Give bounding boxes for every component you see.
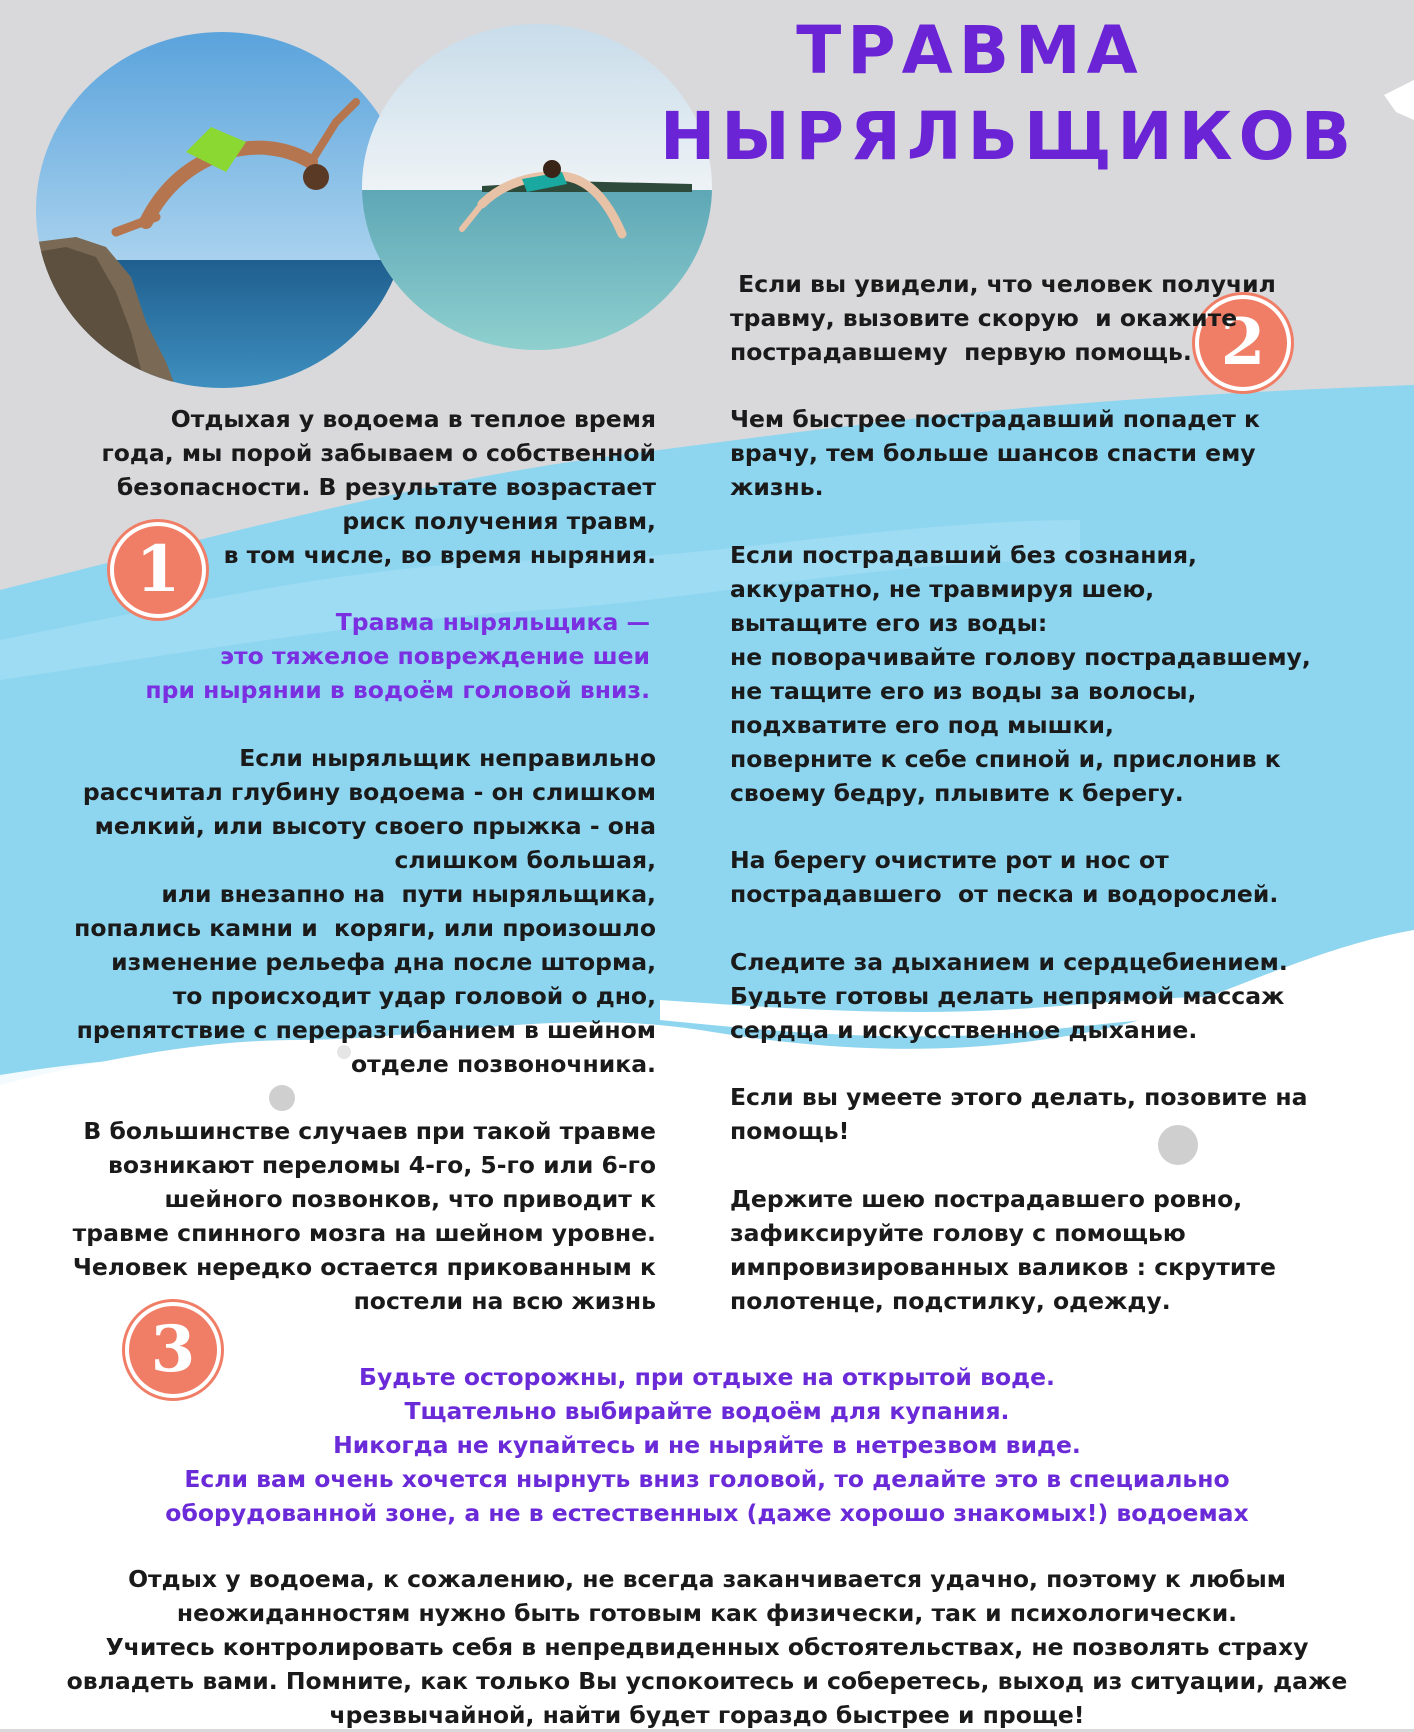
- text-line: пострадавшего от песка и водорослей.: [730, 880, 1279, 908]
- text-line: возникают переломы 4-го, 5-го или 6-го: [108, 1151, 656, 1179]
- badge-1: 1: [110, 522, 206, 618]
- text-line: риск получения травм,: [342, 507, 656, 535]
- badge-2: 2: [1195, 295, 1291, 391]
- page-title: [660, 8, 1358, 180]
- shore-paragraph: [730, 843, 1380, 911]
- unconscious-paragraph: [730, 538, 1400, 810]
- title-line-2: НЫРЯЛЬЩИКОВ: [660, 98, 1358, 175]
- text-line: аккуратно, не травмируя шею,: [730, 575, 1155, 603]
- text-line: попались камни и коряги, или произошло: [74, 914, 656, 942]
- call-ambulance-paragraph: [730, 267, 1380, 369]
- text-line: Тщательно выбирайте водоём для купания.: [404, 1397, 1010, 1425]
- text-line: шейного позвонков, что приводит к: [164, 1185, 656, 1213]
- text-line: подхватите его под мышки,: [730, 711, 1114, 739]
- text-line: неожиданностям нужно быть готовым как физически, так и психологически.: [176, 1599, 1238, 1627]
- text-line: импровизированных валиков : скрутите: [730, 1253, 1276, 1281]
- text-line: слишком большая,: [394, 846, 656, 874]
- text-line: сердца и искусственное дыхание.: [730, 1016, 1198, 1044]
- text-line: Учитесь контролировать себя в непредвиденных обстоятельствах, не позволять страху: [105, 1633, 1309, 1661]
- intro-paragraph: [40, 402, 656, 572]
- consequences-paragraph: [40, 1114, 656, 1318]
- text-line: травму, вызовите скорую и окажите: [730, 304, 1238, 332]
- text-line: Если пострадавший без сознания,: [730, 541, 1197, 569]
- badge-3: 3: [125, 1302, 221, 1398]
- text-line: или внезапно на пути ныряльщика,: [161, 880, 656, 908]
- warnings-block: [40, 1360, 1374, 1530]
- text-line: Человек нередко остается прикованным к: [72, 1253, 656, 1281]
- text-line: Если вы увидели, что человек получил: [730, 270, 1276, 298]
- text-line: Если вам очень хочется нырнуть вниз головой, то делайте это в специально: [184, 1465, 1230, 1493]
- text-line: овладеть вами. Помните, как только Вы успокоитесь и соберетесь, выход из ситуации, даже: [66, 1667, 1348, 1695]
- cliff-diver-photo: [36, 32, 408, 388]
- speed-paragraph: [730, 402, 1380, 504]
- text-line: жизнь.: [730, 473, 824, 501]
- causes-paragraph: [40, 741, 656, 1081]
- text-line: Травма ныряльщика —: [335, 608, 650, 636]
- text-line: полотенце, подстилку, одежду.: [730, 1287, 1171, 1315]
- text-line: В большинстве случаев при такой травме: [83, 1117, 656, 1145]
- text-line: не тащите его из воды за волосы,: [730, 677, 1197, 705]
- text-line: препятствие с переразгибанием в шейном: [76, 1016, 656, 1044]
- text-line: Держите шею пострадавшего ровно,: [730, 1185, 1243, 1213]
- text-line: оборудованной зоне, а не в естественных (даже хорошо знакомых!) водоемах: [165, 1499, 1249, 1527]
- text-line: постели на всю жизнь: [353, 1287, 656, 1315]
- text-line: поверните к себе спиной и, прислонив к: [730, 745, 1281, 773]
- text-line: это тяжелое повреждение шеи: [220, 642, 650, 670]
- text-line: Следите за дыханием и сердцебиением.: [730, 948, 1288, 976]
- text-line: отделе позвоночника.: [350, 1050, 656, 1078]
- text-line: Чем быстрее пострадавший попадет к: [730, 405, 1260, 433]
- text-line: безопасности. В результате возрастает: [116, 473, 656, 501]
- text-line: травме спинного мозга на шейном уровне.: [72, 1219, 656, 1247]
- text-line: вытащите его из воды:: [730, 609, 1048, 637]
- text-line: не поворачивайте голову пострадавшему,: [730, 643, 1311, 671]
- text-line: Никогда не купайтесь и не ныряйте в нетрезвом виде.: [333, 1431, 1081, 1459]
- text-line: то происходит удар головой о дно,: [172, 982, 656, 1010]
- closing-block: [20, 1562, 1394, 1732]
- text-line: Будьте готовы делать непрямой массаж: [730, 982, 1285, 1010]
- text-line: рассчитал глубину водоема - он слишком: [82, 778, 656, 806]
- text-line: Будьте осторожны, при отдыхе на открытой воде.: [359, 1363, 1055, 1391]
- neck-paragraph: [730, 1182, 1380, 1318]
- definition-paragraph: [40, 605, 650, 707]
- text-line: при нырянии в водоём головой вниз.: [145, 676, 650, 704]
- text-line: Если ныряльщик неправильно: [239, 744, 656, 772]
- text-line: мелкий, или высоту своего прыжка - она: [94, 812, 656, 840]
- text-line: зафиксируйте голову с помощью: [730, 1219, 1186, 1247]
- text-line: помощь!: [730, 1117, 850, 1145]
- text-line: Отдых у водоема, к сожалению, не всегда заканчивается удачно, поэтому к любым: [128, 1565, 1286, 1593]
- text-line: своему бедру, плывите к берегу.: [730, 779, 1184, 807]
- text-line: Отдыхая у водоема в теплое время: [170, 405, 656, 433]
- text-line: изменение рельефа дна после шторма,: [111, 948, 656, 976]
- text-line: пострадавшему первую помощь.: [730, 338, 1192, 366]
- monitor-paragraph: [730, 945, 1380, 1047]
- text-line: в том числе, во время ныряния.: [223, 541, 656, 569]
- title-line-1: ТРАВМА: [796, 12, 1144, 89]
- text-line: чрезвычайной, найти будет гораздо быстрее и проще!: [329, 1701, 1085, 1729]
- text-line: Если вы умеете этого делать, позовите на: [730, 1083, 1308, 1111]
- text-line: года, мы порой забываем о собственной: [101, 439, 656, 467]
- text-line: На берегу очистите рот и нос от: [730, 846, 1169, 874]
- text-line: врачу, тем больше шансов спасти ему: [730, 439, 1256, 467]
- call-help-paragraph: [730, 1080, 1400, 1148]
